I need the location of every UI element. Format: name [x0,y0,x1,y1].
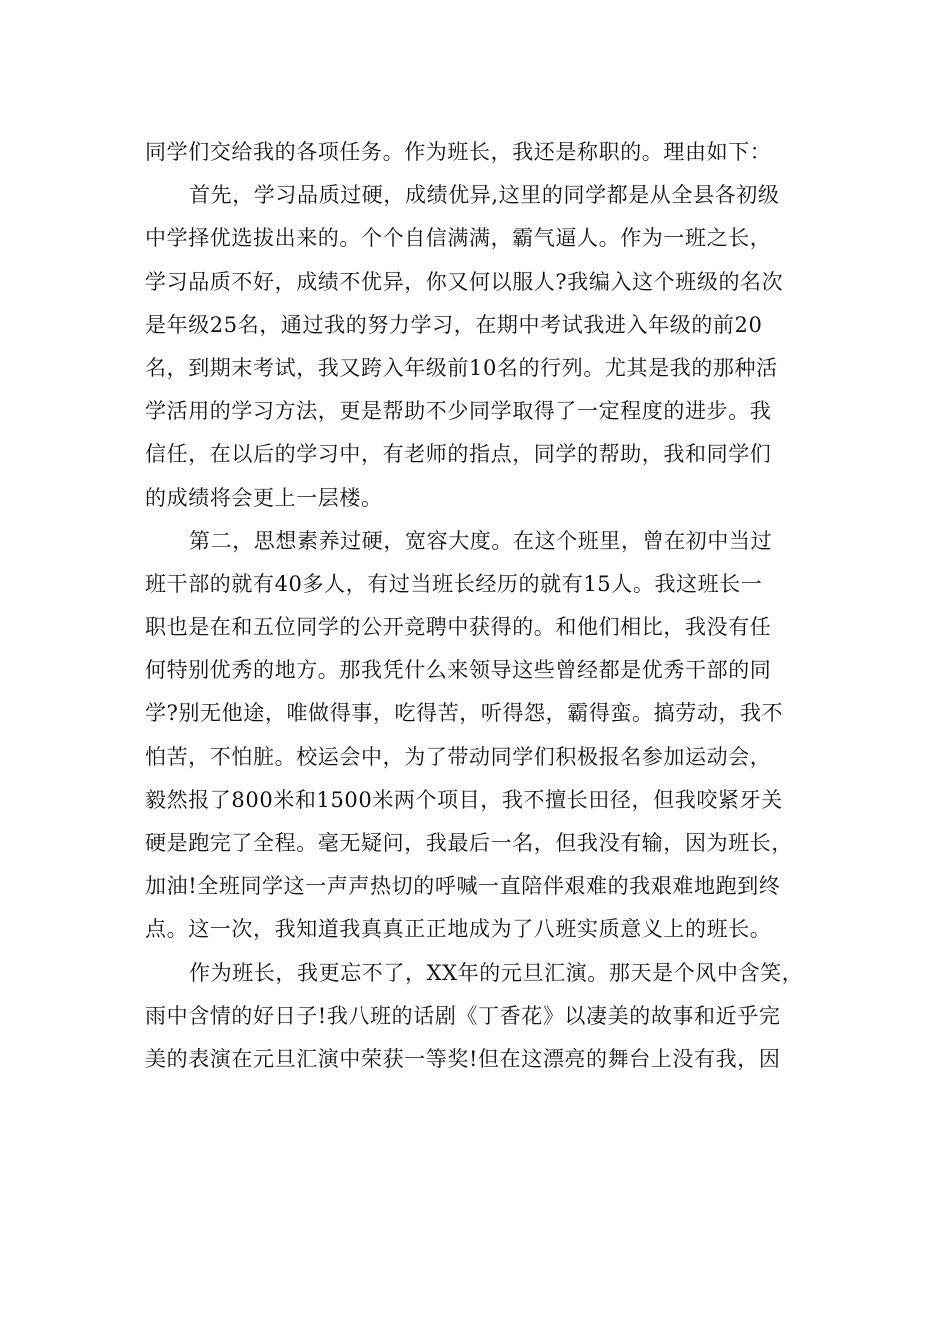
text-line: 雨中含情的好日子!我八班的话剧《丁香花》以凄美的故事和近乎完 [145,1003,781,1028]
paragraph-start-line: 第二，思想素养过硬，宽容大度。在这个班里，曾在初中当过 [189,528,773,553]
text-line: 何特别优秀的地方。那我凭什么来领导这些曾经都是优秀干部的同 [145,658,772,683]
text-line: 学习品质不好，成绩不优异，你又何以服人?我编入这个班级的名次 [145,269,784,294]
text-line: 怕苦，不怕脏。校运会中，为了带动同学们积极报名参加运动会， [145,744,772,769]
text-line: 职也是在和五位同学的公开竞聘中获得的。和他们相比，我没有任 [145,615,772,640]
text-line: 硬是跑完了全程。毫无疑问，我最后一名，但我没有输，因为班长， [145,831,793,855]
text-line: 美的表演在元旦汇演中荣获一等奖!但在这漂亮的舞台上没有我，因 [145,1046,781,1071]
text-line: 毅然报了800米和1500米两个项目，我不擅长田径，但我咬紧牙关 [145,787,783,812]
text-line: 信任，在以后的学习中，有老师的指点，同学的帮助，我和同学们 [145,442,772,467]
text-line: 的成绩将会更上一层楼。 [145,485,383,510]
text-line: 加油!全班同学这一声声热切的呼喊一直陪伴艰难的我艰难地跑到终 [145,874,781,899]
document-body [145,131,807,1081]
text-line: 同学们交给我的各项任务。作为班长，我还是称职的。理由如下： [145,140,772,164]
text-line: 中学择优选拔出来的。个个自信满满，霸气逼人。作为一班之长， [145,226,772,251]
paragraph-start-line: 作为班长，我更忘不了，XX年的元旦汇演。那天是个风中含笑， [189,960,804,985]
paragraph-start-line: 首先，学习品质过硬，成绩优异,这里的同学都是从全县各初级 [189,183,780,208]
text-line: 点。这一次，我知道我真真正正地成为了八班实质意义上的班长。 [145,917,772,942]
text-line: 名，到期末考试，我又跨入年级前10名的行列。尤其是我的那种活 [145,355,778,380]
text-line: 班干部的就有40多人，有过当班长经历的就有15人。我这班长一 [145,571,763,596]
text-line: 学?别无他途，唯做得事，吃得苦，听得怨，霸得蛮。搞劳动，我不 [145,701,784,726]
text-line: 是年级25名，通过我的努力学习，在期中考试我进入年级的前20 [145,312,763,337]
text-line: 学活用的学习方法，更是帮助不少同学取得了一定程度的进步。我 [145,399,772,424]
